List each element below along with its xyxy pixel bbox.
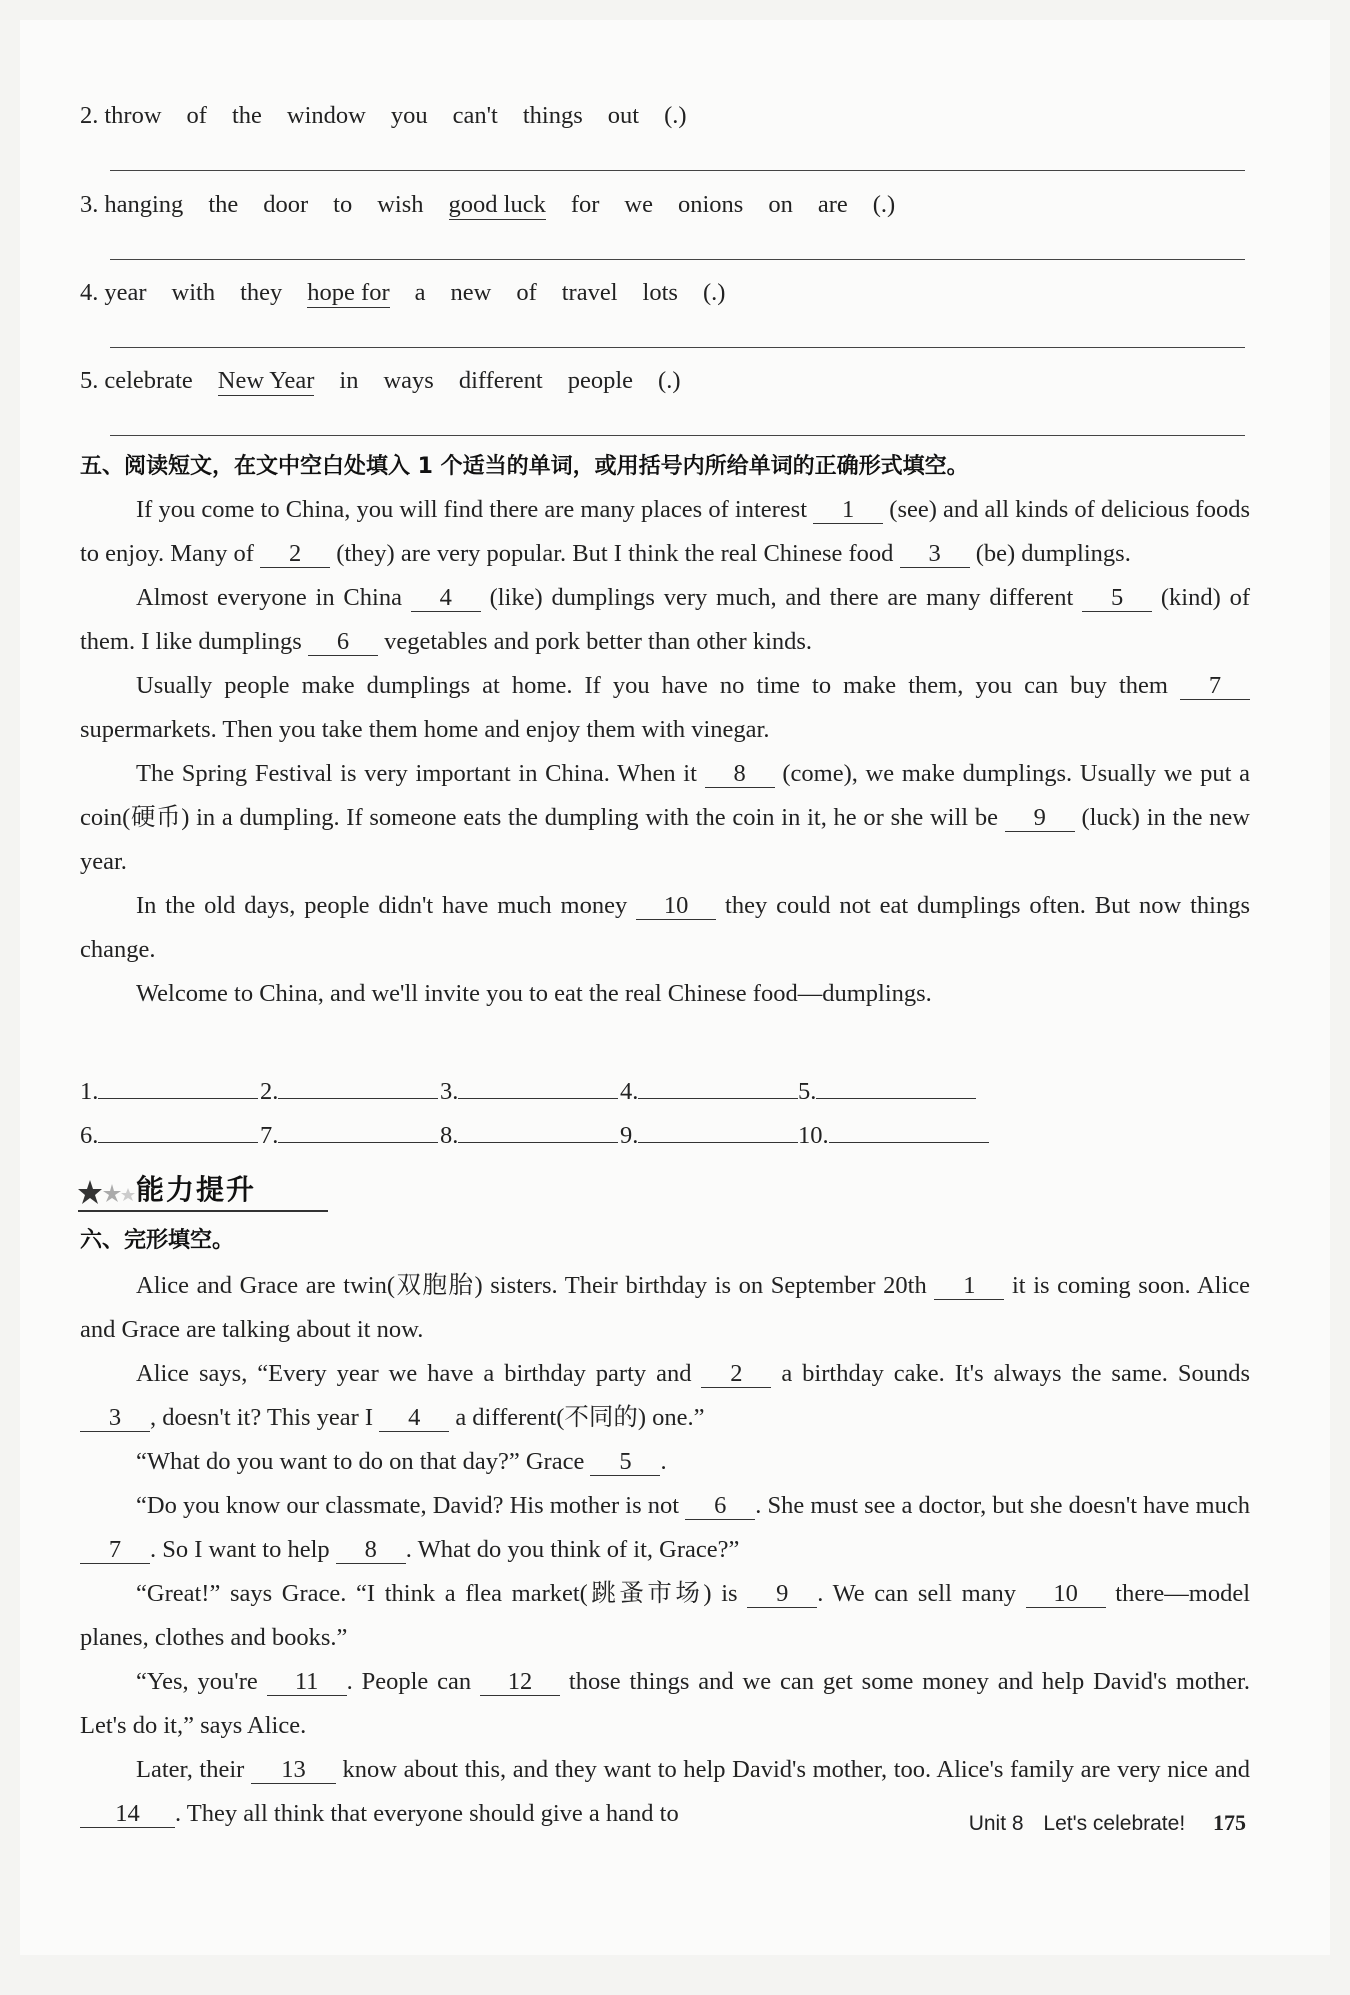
word-chip: things: [522, 102, 583, 129]
answer-label: 3.: [440, 1078, 459, 1105]
answer-line[interactable]: [110, 435, 1245, 436]
word-chip: people: [567, 367, 634, 394]
blank-6[interactable]: 6: [685, 1493, 755, 1520]
blank-14[interactable]: 14: [80, 1801, 175, 1828]
word-chip: (.): [658, 367, 681, 394]
answer-line[interactable]: [278, 1078, 438, 1099]
passage-paragraph: Later, their 13 know about this, and they want to help David's mother, too. Alice's family are very nice and 14 . They all think that everyone should give a hand to: [80, 1748, 1250, 1836]
word-chip: wish: [377, 191, 424, 218]
answer-slot[interactable]: [80, 1122, 258, 1150]
answer-line[interactable]: [638, 1122, 798, 1143]
answer-line[interactable]: [98, 1078, 258, 1099]
word-chip: hanging: [104, 191, 184, 218]
answer-slot[interactable]: [620, 1122, 798, 1150]
passage-paragraph: Welcome to China, and we'll invite you to eat the real Chinese food—dumplings.: [136, 980, 932, 1007]
answer-label: 1.: [80, 1078, 99, 1105]
answer-line[interactable]: [638, 1078, 798, 1099]
answer-slot[interactable]: [260, 1122, 438, 1150]
word-chip: for: [570, 191, 600, 218]
blank-1[interactable]: 1: [813, 497, 883, 524]
blank-11[interactable]: 11: [267, 1669, 347, 1696]
word-chip: year: [104, 279, 147, 306]
word-chip: onions: [678, 191, 744, 218]
blank-8[interactable]: 8: [336, 1537, 406, 1564]
answer-line[interactable]: [278, 1122, 438, 1143]
passage-paragraph: “Yes, you're 11 . People can 12 those things and we can get some money and help David's mother. Let's do it,” says Alice.: [80, 1668, 1250, 1739]
blank-1[interactable]: 1: [934, 1273, 1004, 1300]
passage-paragraph: Almost everyone in China 4 (like) dumplings very much, and there are many different 5 (kind) of them. I like dumplings 6 vegetables and pork better than other kinds.: [80, 584, 1250, 655]
answer-line[interactable]: [98, 1122, 258, 1143]
word-chip: (.): [702, 279, 726, 306]
answer-label: 8.: [440, 1122, 459, 1149]
blank-6[interactable]: 6: [308, 629, 378, 656]
word-chip: to: [333, 191, 353, 218]
word-chip: of: [516, 279, 537, 306]
word-chip: window: [286, 102, 366, 129]
blank-5[interactable]: 5: [1082, 585, 1152, 612]
word-chip: in: [339, 367, 359, 394]
word-chip: celebrate: [104, 367, 193, 394]
passage-paragraph: The Spring Festival is very important in China. When it 8 (come), we make dumplings. Usually we put a coin(硬币) in a dumpling. If someone eats the dumpling with the coin in it, he or she will be 9 (luck) in the new year.: [80, 760, 1250, 875]
section-6-heading: 六、完形填空。: [80, 1228, 235, 1253]
word-chip: of: [186, 102, 207, 129]
word-chip: the: [208, 191, 239, 218]
blank-7[interactable]: 7: [80, 1537, 150, 1564]
blank-5[interactable]: 5: [590, 1449, 660, 1476]
answer-slot[interactable]: [440, 1122, 618, 1150]
passage-paragraph: If you come to China, you will find there are many places of interest 1 (see) and all kinds of delicious foods to enjoy. Many of 2 (they) are very popular. But I think the real Chinese food 3 (be) dumplings.: [80, 496, 1250, 567]
section-5-passage: [80, 488, 1250, 1016]
answer-slot[interactable]: [798, 1078, 976, 1106]
answer-slot[interactable]: [80, 1078, 258, 1106]
blank-8[interactable]: 8: [705, 761, 775, 788]
item-number: 5.: [80, 367, 99, 394]
item-number: 2.: [80, 102, 99, 129]
answer-label: 2.: [260, 1078, 279, 1105]
word-chip: are: [817, 191, 848, 218]
blank-2[interactable]: 2: [701, 1361, 771, 1388]
blank-9[interactable]: 9: [747, 1581, 817, 1608]
passage-paragraph: Alice says, “Every year we have a birthday party and 2 a birthday cake. It's always the same. Sounds 3 , doesn't it? This year I 4 a different(不同的) one.”: [80, 1352, 1250, 1440]
answer-label: 7.: [260, 1122, 279, 1149]
item-number: 4.: [80, 279, 99, 306]
answer-line[interactable]: [110, 347, 1245, 348]
word-chip: we: [624, 191, 653, 218]
answer-line[interactable]: [110, 259, 1245, 260]
word-chip: new: [450, 279, 492, 306]
answer-slot[interactable]: [440, 1078, 618, 1106]
answer-label: 5.: [798, 1078, 817, 1105]
answer-slot[interactable]: [798, 1122, 989, 1150]
word-chip: can't: [452, 102, 498, 129]
footer-unit: Unit 8: [968, 1812, 1024, 1835]
banner-title: 能力提升: [136, 1173, 257, 1206]
blank-12[interactable]: 12: [480, 1669, 560, 1696]
section-5-heading: 五、阅读短文，在文中空白处填入 1 个适当的单词，或用括号内所给单词的正确形式填空。: [80, 454, 969, 479]
answer-slot[interactable]: [620, 1078, 798, 1106]
banner-underline: [78, 1210, 328, 1212]
word-chip: with: [171, 279, 216, 306]
word-chip: ways: [383, 367, 434, 394]
blank-2[interactable]: 2: [260, 541, 330, 568]
page-footer: [969, 1810, 1246, 1836]
word-chip: out: [607, 102, 640, 129]
passage-paragraph: Alice and Grace are twin(双胞胎) sisters. Their birthday is on September 20th 1 it is coming soon. Alice and Grace are talking about it now.: [80, 1272, 1250, 1343]
answer-line[interactable]: [458, 1122, 618, 1143]
passage-paragraph: “Do you know our classmate, David? His mother is not 6 . She must see a doctor, but she doesn't have much 7 . So I want to help 8 . What do you think of it, Grace?”: [80, 1484, 1250, 1572]
word-chip: (.): [664, 102, 687, 129]
word-chip: they: [240, 279, 283, 306]
word-chip: door: [263, 191, 309, 218]
word-chip: hope for: [307, 279, 390, 306]
word-chip: a: [414, 279, 426, 306]
word-chip: New Year: [217, 367, 315, 394]
word-chip: (.): [872, 191, 896, 218]
word-chip: the: [231, 102, 262, 129]
word-chip: different: [458, 367, 543, 394]
ordering-item: [80, 275, 750, 311]
word-chip: you: [390, 102, 428, 129]
ordering-item: [80, 363, 706, 399]
section-6-passage: [80, 1264, 1250, 1836]
blank-10[interactable]: 10: [636, 893, 716, 920]
blank-3[interactable]: 3: [80, 1405, 150, 1432]
passage-paragraph: “What do you want to do on that day?” Grace 5 .: [136, 1448, 667, 1475]
word-chip: lots: [642, 279, 678, 306]
answer-label: 10.: [798, 1122, 829, 1149]
answer-label: 9.: [620, 1122, 639, 1149]
word-chip: good luck: [448, 191, 546, 218]
blank-4[interactable]: 4: [411, 585, 481, 612]
passage-paragraph: In the old days, people didn't have much money 10 they could not eat dumplings often. But now things change.: [80, 892, 1251, 963]
footer-title: Let's celebrate!: [1043, 1812, 1186, 1835]
page-number: 175: [1213, 1810, 1246, 1835]
ordering-item: [80, 98, 712, 134]
blank-7[interactable]: 7: [1180, 673, 1250, 700]
blank-9[interactable]: 9: [1005, 805, 1075, 832]
passage-paragraph: “Great!” says Grace. “I think a flea market(跳蚤市场) is 9 . We can sell many 10 there—model planes, clothes and books.”: [80, 1580, 1251, 1651]
answer-slot[interactable]: [260, 1078, 438, 1106]
answer-label: 4.: [620, 1078, 639, 1105]
worksheet-page: [20, 20, 1330, 1955]
answer-line[interactable]: [110, 170, 1245, 171]
item-number: 3.: [80, 191, 99, 218]
passage-paragraph: Usually people make dumplings at home. If you have no time to make them, you can buy them 7 supermarkets. Then you take them home and enjoy them with vinegar.: [80, 664, 1250, 752]
word-chip: on: [768, 191, 793, 218]
answer-line[interactable]: [458, 1078, 618, 1099]
blank-4[interactable]: 4: [379, 1405, 449, 1432]
word-chip: travel: [561, 279, 618, 306]
blank-10[interactable]: 10: [1026, 1581, 1106, 1608]
ordering-item: [80, 187, 920, 223]
ability-banner: [78, 1168, 328, 1214]
blank-3[interactable]: 3: [900, 541, 970, 568]
word-chip: throw: [104, 102, 162, 129]
answer-line[interactable]: [829, 1122, 989, 1143]
answer-label: 6.: [80, 1122, 99, 1149]
blank-13[interactable]: 13: [251, 1757, 336, 1784]
answer-line[interactable]: [816, 1078, 976, 1099]
